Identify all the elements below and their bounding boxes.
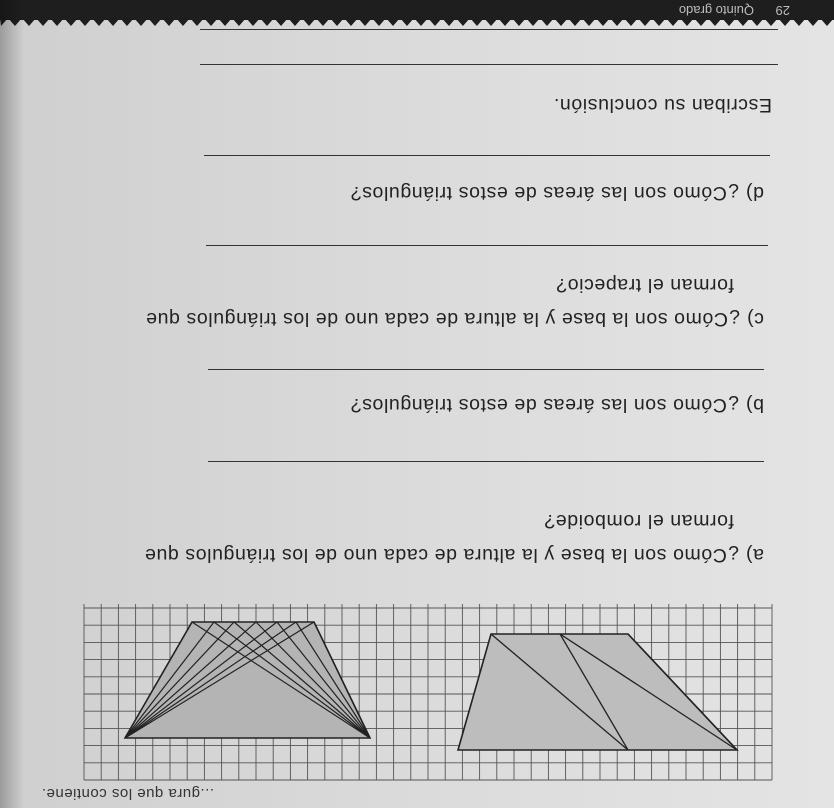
conclusion-line-2[interactable]	[200, 29, 778, 30]
page-number: 29	[775, 3, 790, 18]
grade-label: Quinto grado	[678, 3, 754, 18]
answer-line-c[interactable]	[206, 245, 768, 246]
answer-line-b[interactable]	[208, 369, 764, 370]
question-d-text: d) ¿Cómo son las áreas de estos triángulos?	[350, 182, 764, 204]
page-shadow	[0, 0, 24, 808]
question-c-continuation: forman el trapecio?	[555, 274, 734, 296]
question-a-continuation: forman el romboide?	[543, 510, 734, 532]
question-c-text: c) ¿Cómo son la base y la altura de cada uno de los triángulos que	[145, 308, 764, 330]
romboide-shape	[458, 634, 737, 750]
conclusion-prompt	[553, 93, 772, 116]
question-d	[350, 181, 764, 204]
question-a-text: a) ¿Cómo son la base y la altura de cada uno de los triángulos que	[144, 544, 764, 566]
question-b	[350, 393, 764, 416]
question-c	[146, 273, 764, 330]
question-a	[144, 509, 764, 566]
question-b-text: b) ¿Cómo son las áreas de estos triángulos?	[350, 394, 764, 416]
figure-caption: ...gura que los contiene.	[41, 785, 214, 802]
answer-line-d[interactable]	[204, 155, 770, 156]
conclusion-line-1[interactable]	[200, 64, 778, 65]
answer-line-a[interactable]	[208, 461, 764, 462]
conclusion-text: Escriban su conclusión.	[553, 94, 772, 116]
